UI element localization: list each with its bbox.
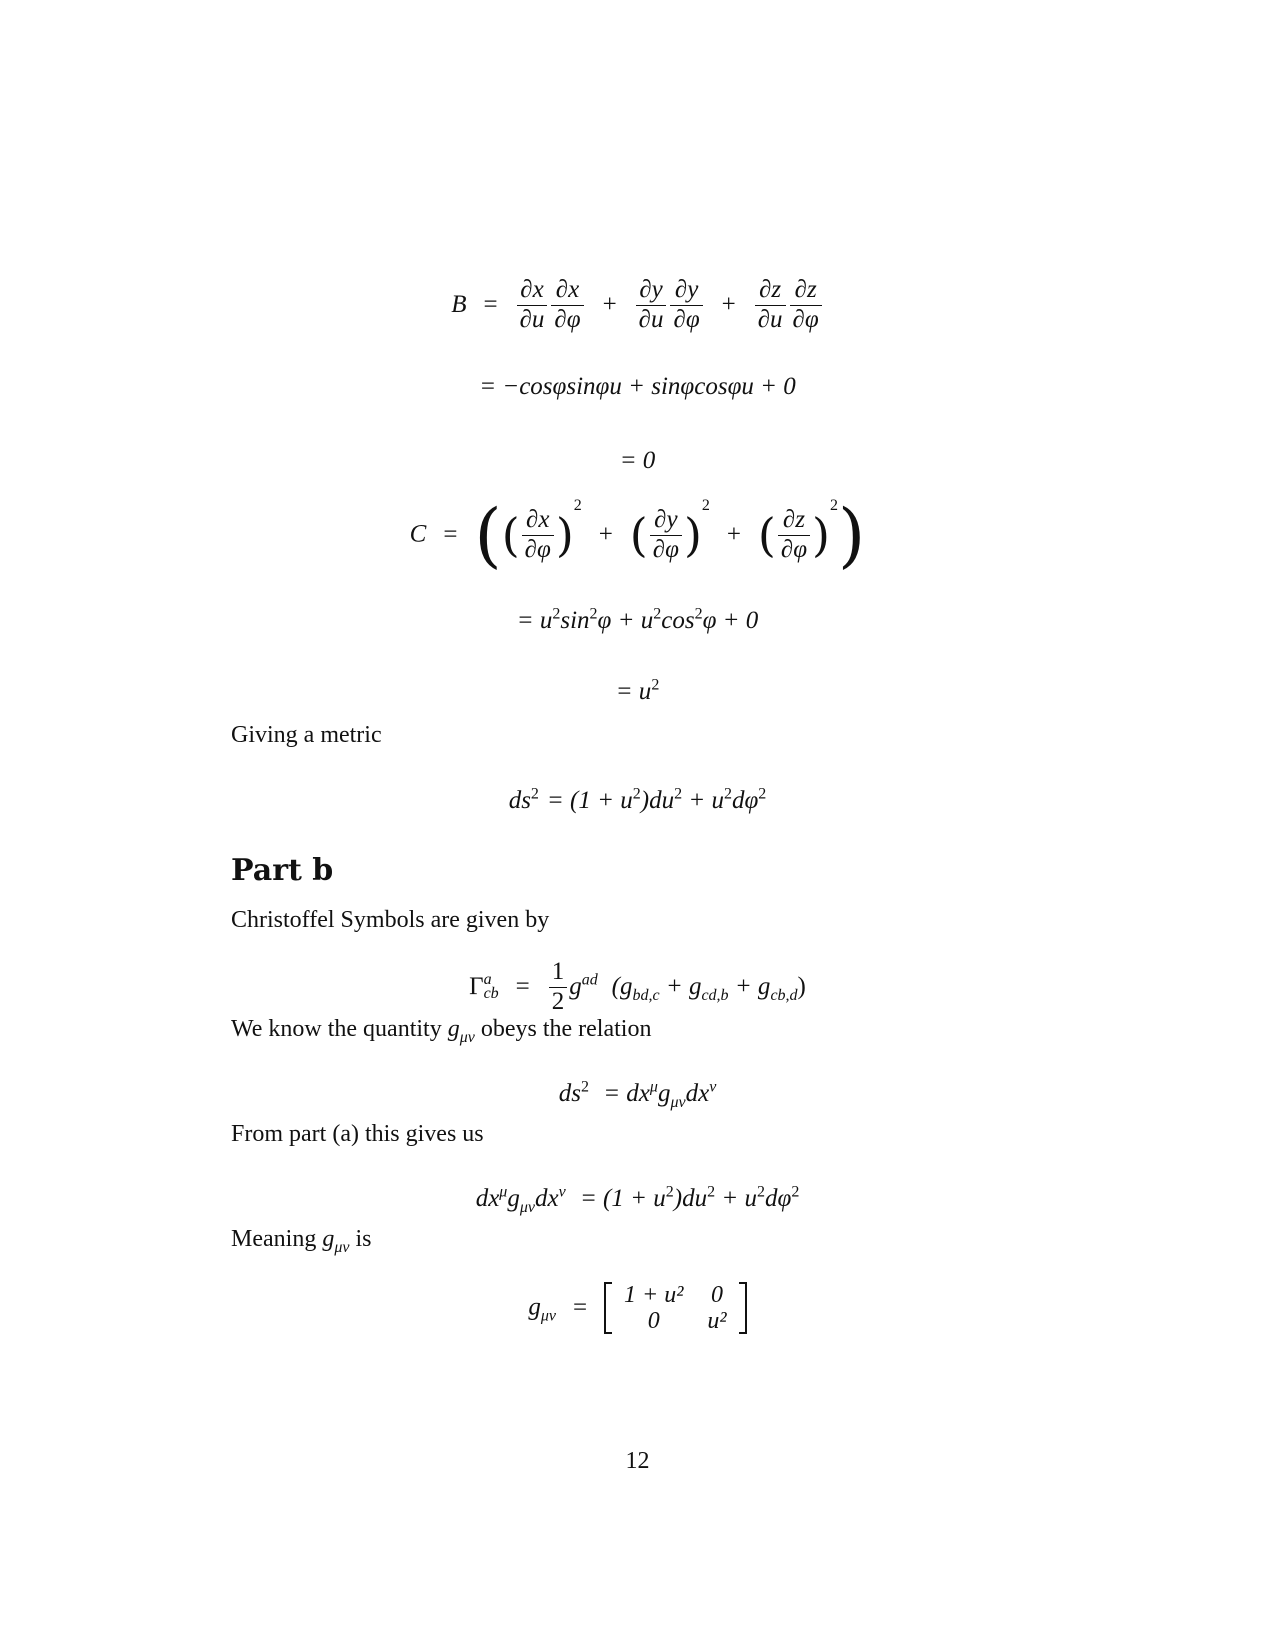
- equation-metric-matrix: $g_{\mu\nu}$ = 1 + u² 0 0 u²: [0, 1282, 1275, 1334]
- equation-B: [0, 276, 1275, 335]
- fraction: $\frac{\partial y}{\partial\varphi}$: [670, 276, 702, 335]
- fraction-half: $\frac{1}{2}$: [549, 958, 568, 1017]
- matrix-cell: 0: [647, 1308, 660, 1334]
- plus-sign: +: [602, 290, 617, 318]
- equation-ds2-relation: $ds^2 = dx^\mu g_{\mu\nu}dx^\nu$: [558, 1078, 717, 1111]
- fraction: $\frac{\partial z}{\partial\varphi}$: [790, 276, 822, 335]
- paragraph-giving-metric: Giving a metric: [231, 722, 382, 748]
- fraction: $\frac{\partial x}{\partial\varphi}$: [522, 506, 554, 565]
- fraction: $\frac{\partial x}{\partial\varphi}$: [551, 276, 583, 335]
- matrix-cell: u²: [707, 1308, 727, 1334]
- symbol-B: B: [451, 290, 467, 318]
- section-heading-part-b: Part b: [231, 853, 334, 888]
- equals-sign: =: [443, 520, 458, 548]
- plus-sign: +: [726, 520, 741, 548]
- matrix-cell: 0: [711, 1282, 724, 1308]
- equation-B-line2: = −cosφsinφu + sinφcosφu + 0: [479, 373, 796, 400]
- equals-sign: =: [483, 290, 498, 318]
- equation-metric: $ds^2 = (1 + u^2)du^2 + u^2d\varphi^2$: [508, 785, 767, 814]
- plus-sign: +: [598, 520, 613, 548]
- equation-C: C = (( $\frac{\partial x}{\partial\varphi}$ )$^2$ + ( $\frac{\partial y}{\partial\varphi}$ )$^2$ + ( $\frac{\partial z}{\partial\varphi}$ )$^2$): [409, 494, 866, 576]
- page-number: 12: [625, 1448, 650, 1474]
- matrix-cell: 1 + u²: [624, 1282, 684, 1308]
- equation-B-line3: = 0: [619, 447, 656, 474]
- fraction: $\frac{\partial y}{\partial\varphi}$: [650, 506, 682, 565]
- paragraph-from-part-a: From part (a) this gives us: [231, 1121, 484, 1147]
- symbol-C: C: [409, 520, 427, 548]
- paragraph-we-know: We know the quantity $g_{\mu\nu}$ obeys the relation: [231, 1016, 652, 1046]
- fraction: $\frac{\partial y}{\partial u}$: [636, 276, 667, 335]
- fraction: $\frac{\partial z}{\partial u}$: [755, 276, 786, 335]
- matrix: [604, 1282, 747, 1334]
- equation-christoffel: Γ a cb = $\frac{1}{2}$ $g^{ad}$ $(g_{bd,c} + g_{cd,b} + g_{cb,d})$: [469, 958, 806, 1015]
- equation-C-line3: = $u^2$: [615, 676, 660, 705]
- plus-sign: +: [721, 290, 736, 318]
- paragraph-christoffel-intro: Christoffel Symbols are given by: [231, 907, 550, 933]
- fraction: $\frac{\partial x}{\partial u}$: [517, 276, 548, 335]
- fraction: $\frac{\partial z}{\partial\varphi}$: [778, 506, 810, 565]
- equation-metric-expanded: $dx^\mu g_{\mu\nu}dx^\nu = (1 + u^2)du^2 + u^2d\varphi^2$: [475, 1183, 800, 1216]
- equation-C-line2: = $u^2\sin^2\varphi + u^2\cos^2\varphi + 0$: [516, 605, 759, 634]
- paragraph-meaning: Meaning $g_{\mu\nu}$ is: [231, 1226, 372, 1256]
